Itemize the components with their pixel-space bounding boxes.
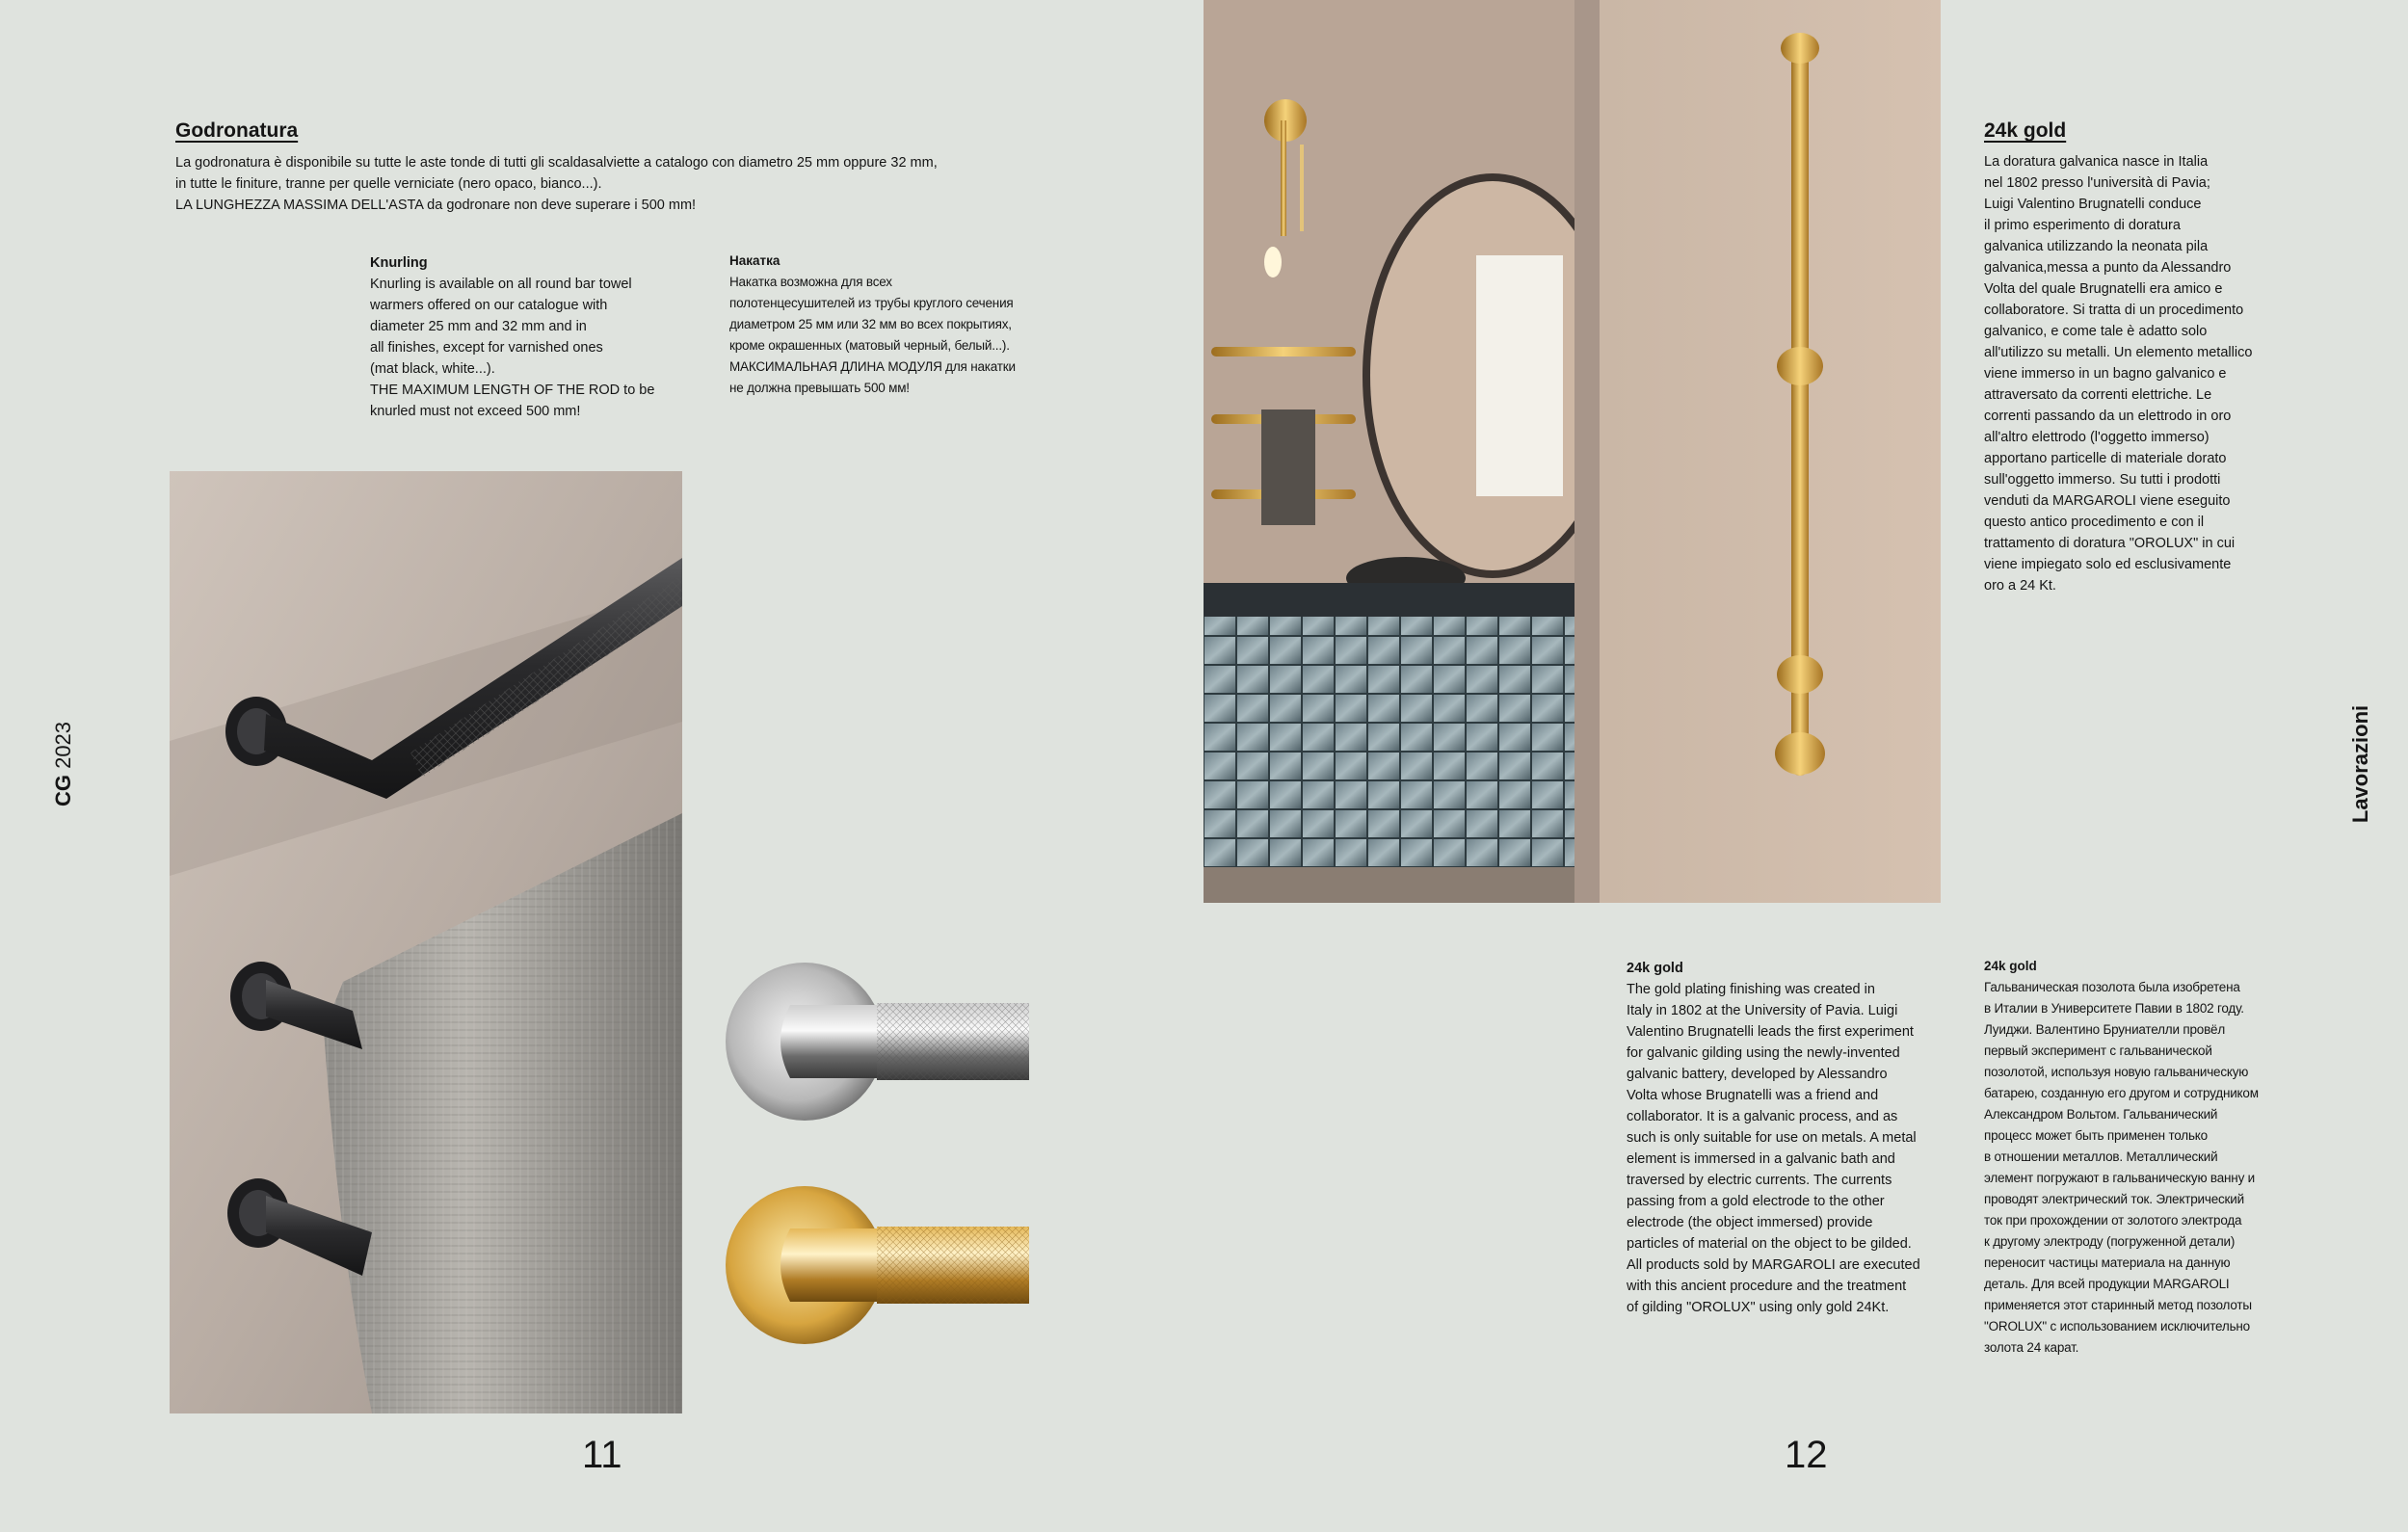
gold-ru-block	[1984, 956, 2350, 1359]
knurling-ru-text: Накатка возможна для всех полотенцесушителей из трубы круглого сечения диаметром 25 мм или 32 мм во всех покрытиях, кроме окрашенных (матовый черный, белый...). МАКСИМАЛЬНАЯ ДЛИНА МОДУЛЯ для накатки не должна превышать 500 мм!	[729, 275, 1016, 395]
knurled-towel-rail-photo	[170, 471, 682, 1413]
knurling-title: Godronatura	[175, 119, 299, 142]
page-number-right: 12	[1785, 1434, 1828, 1476]
knurling-ru-block	[729, 251, 1057, 399]
gold-en-title: 24k gold	[1627, 961, 1683, 976]
knurling-en-title: Knurling	[370, 255, 428, 271]
gold-en-block	[1627, 958, 1973, 1318]
side-label-year: 2023	[51, 721, 75, 769]
gold-bathroom-photo	[1204, 0, 1941, 903]
side-label-lavorazioni	[2284, 704, 2408, 824]
gold-knurl-detail-photo	[723, 1180, 1029, 1349]
gold-ru-title: 24k gold	[1984, 959, 2037, 973]
knurling-en-block	[370, 252, 688, 422]
gold-ru-text: Гальваническая позолота была изобретена в Италии в Университете Павии в 1802 году. Луиджи. Валентино Бруниателли провёл первый эксперимент с гальванической позолотой, используя новую гальваническую батарею, созданную его другом и сотрудником Александром Вольтом. Гальванический процесс может быть применен только в отношении металлов. Металлический элемент погружают в гальваническую ванну и проводят электрический ток. Электрический ток при прохождении от золотого электрода к другому электроду (погруженной детали) переносит частицы материала на данную деталь. Для всей продукции MARGAROLI применяется этот старинный метод позолоты "OROLUX" с использованием исключительно золота 24 карат.	[1984, 980, 2259, 1355]
gold-title: 24k gold	[1984, 119, 2067, 142]
gold-en-text: The gold plating finishing was created in Italy in 1802 at the University of Pavia. Luigi Valentino Brugnatelli leads the first experiment for galvanic gilding using the newly-invented galvanic battery, developed by Alessandro Volta whose Brugnatelli was a friend and collaborator. It is a galvanic process, and as such is only suitable for use on metals. A metal element is immersed in a galvanic bath and traversed by electric currents. The currents passing from a gold electrode to the other electrode (the object immersed) provide particles of material on the object to be gilded. All products sold by MARGAROLI are executed with this ancient procedure and the treatment of gilding "OROLUX" using only gold 24Kt.	[1627, 982, 1920, 1315]
side-label-cg-2023	[15, 721, 112, 807]
gold-it-text: La doratura galvanica nasce in Italia nel 1802 presso l'università di Pavia; Luigi Valentino Brugnatelli conduce il primo esperimento di doratura galvanica utilizzando la neonata pila galvanica,messa a punto da Alessandro Volta del quale Brugnatelli era amico e collaboratore. Si tratta di un procedimento galvanico, e come tale è adatto solo all'utilizzo su metalli. Un elemento metallico viene immerso in un bagno galvanico e attraversato da correnti elettriche. Le correnti passando da un elettrodo in oro all'altro elettrodo (l'oggetto immerso) apportano particelle di materiale dorato sull'oggetto immerso. Su tutti i prodotti venduti da MARGAROLI viene eseguito questo antico procedimento e con il trattamento di doratura "OROLUX" in cui viene impiegato solo ed esclusivamente oro a 24 Kt.	[1984, 154, 2253, 594]
knurling-ru-title: Накатка	[729, 253, 781, 268]
chrome-knurl-detail-photo	[723, 957, 1029, 1125]
side-label-lavorazioni-text: Lavorazioni	[2348, 704, 2372, 824]
knurling-en-text: Knurling is available on all round bar towel warmers offered on our catalogue with diameter 25 mm and 32 mm and in all finishes, except for varnished ones (mat black, white...). THE MAXIMUM LENGTH OF THE ROD to be knurled must not exceed 500 mm!	[370, 277, 655, 419]
side-label-brand: CG	[51, 775, 75, 807]
knurling-intro-it: La godronatura è disponibile su tutte le aste tonde di tutti gli scaldasalviette a catalogo con diametro 25 mm oppure 32 mm, in tutte le finiture, tranne per quelle verniciate (nero opaco, bianco...). LA LUNGHEZZA MASSIMA DELL'ASTA da godronare non deve superare i 500 mm!	[175, 155, 938, 213]
page-number-left: 11	[582, 1434, 622, 1476]
